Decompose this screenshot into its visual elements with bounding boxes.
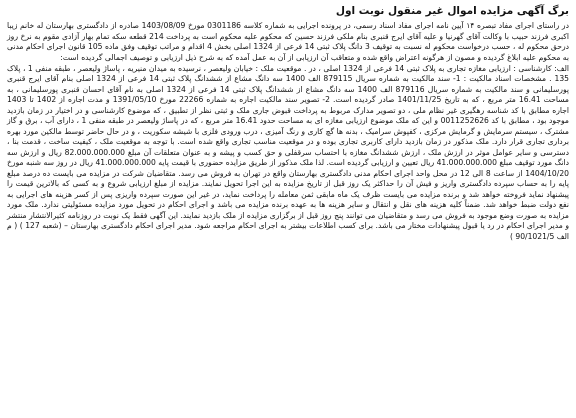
body-paragraph: الف: کارشناسی : ارزیابی مغازه تجاری به پلاک ثبتی 14 فرعی از 1324 اصلی ، در . موقعیت ملک : خیابان ولیعصر ، نرسیده به میدان منیریه ، پاساژ ولیعصر ، طبقه منفی 1 ، پلاک 135 . مشخصات اسناد مالکیت : 1- سند مالکیت به شماره سریال 879115 الف 1400 سه دانگ مشاع از ششدانگ پلاک ثبتی 14 فرعی از 1324 اصلی بنام آقای ایرج قنبری پورسلیمانی و سند مالکیت به شماره سریال 879116 الف 1400 سه دانگ مشاع از ششدانگ پلاک ثبتی 14 فرعی از 1324 اصلی به نام آقای احسان قنبری پورسلیمانی ، به مساحت 16.41 متر مربع ، که به تاریخ 1401/11/25 صادر گردیده است. 2- تصویر سند مالکیت اجاره به شماره 22266 مورخ 1391/05/10 و مدت اجاره از 1402 تا 1403 اجاره مطابق با کد شناسه رهگیری غیر نظام ملی ، دو تصویر مدارک مربوط به پرداخت قبوض جاری ملک و ثبتی نظر از تطبیق ، که موضوع کارشناسی و در اختیار در زمان بازدید موجود بود ، مطابق با کد 0011252626 و این که ملک موضوع ارزیابی مغازه ای به مساحت حدود 16.41 متر مربع ، که در پاساژ ولیعصر در طبقه منفی 1 ، دارای آب ، برق و گاز مشترک ، سیستم سرمایش و گرمایش مرکزی ، کفپوش سرامیک ، بدنه ها گچ کاری و رنگ آمیزی ، درب ورودی فلزی با شیشه سکوریت ، و در حال حاضر توسط مالکین مورد بهره برداری تجاری قرار دارد. ملک مذکور در زمان بازدید دارای کاربری تجاری بوده و در موقعیت مناسب تجاری واقع شده است. با توجه به موقعیت ملک ، کیفیت ساخت ، قدمت بنا ، دسترسی و سایر عوامل موثر در ارزش ملک ، ارزش ششدانگ مغازه با احتساب سرقفلی و حق کسب و پیشه و به عنوان متعلقات آن مبلغ 82.000.000.000 ریال و ارزش سه دانگ مورد توقیف مبلغ 41.000.000.000 ریال تعیین و ارزیابی گردیده است. لذا ملک مذکور از طریق مزایده حضوری با قیمت پایه 41.000.000.000 ریال در روز سه شنبه مورخ 1404/10/20 از ساعت 8 الی 12 در محل واحد اجرای احکام مدنی دادگستری بهارستان واقع در تهران به فروش می رسد. متقاضیان شرکت در مزایده می بایست ده درصد مبلغ پایه را به حساب سپرده دادگستری واریز و فیش آن را حداکثر یک روز قبل از تاریخ مزایده به این اجرا تحویل نمایند. مزایده از مبلغ ارزیابی شروع و به کسی که بالاترین قیمت را پیشنهاد نماید فروخته خواهد شد و برنده مزایده می بایست ظرف یک ماه مابقی ثمن معامله را پرداخت نماید، در غیر این صورت سپرده واریزی پس از کسر هزینه های اجرایی به نفع دولت ضبط خواهد شد. ضمناً کلیه هزینه های نقل و انتقال و سایر هزینه ها به عهده برنده مزایده می باشد و اجرای احکام در تحویل مورد مزایده مسئولیتی ندارد. ملک مورد مزایده به صورت وضع موجود به فروش می رسد و متقاضیان می توانند پنج روز قبل از برگزاری مزایده از ملک بازدید نمایند. این آگهی فقط یک نوبت در روزنامه کثیرالانتشار منتشر و مدیر اجرای احکام در رد یا قبول پیشنهادات مختار می باشد. برای کسب اطلاعات بیشتر به اجرای احکام مراجعه شود. مدیر اجرای احکام دادگستری بهارستان – (شعبه 127 ) ( م الف 90/1021/5 )	[7, 64, 570, 241]
document-title: برگ آگهی مزایده اموال غیر منقول نوبت اول	[335, 5, 569, 17]
intro-paragraph: در راستای اجرای مفاد تبصره ۱۴ آیین نامه اجرای مفاد اسناد رسمی، در پرونده اجرایی به شماره کلاسه 0301186 مورخ 1403/08/09 صادره از دادگستری بهارستان له خانم زیبا اکبری فرزند حبیب با وکالت آقای گهرنیا و علیه آقای ایرج قنبری بنام ملکی فرزند حسین که محکوم علیه محکوم است به پرداخت 214 قطعه سکه تمام بهار آزادی مقوم به نرخ روز درحق محکوم له ، حسب درخواست محکوم له نسبت به توقیف 3 دانگ پلاک ثبتی 14 فرعی از 1324 اصلی بخش 4 اقدام و مراتب توقیف وفق ماده 105 قانون اجرای احکام مدنی به محکوم علیه ابلاغ گردیده و مصون از هرگونه اعتراض واقع شده و متعاقب آن ارزیابی از آن به عمل آمده که به شرح ذیل ارزیابی و توصیف اجمالی گردیده است:	[7, 21, 570, 62]
